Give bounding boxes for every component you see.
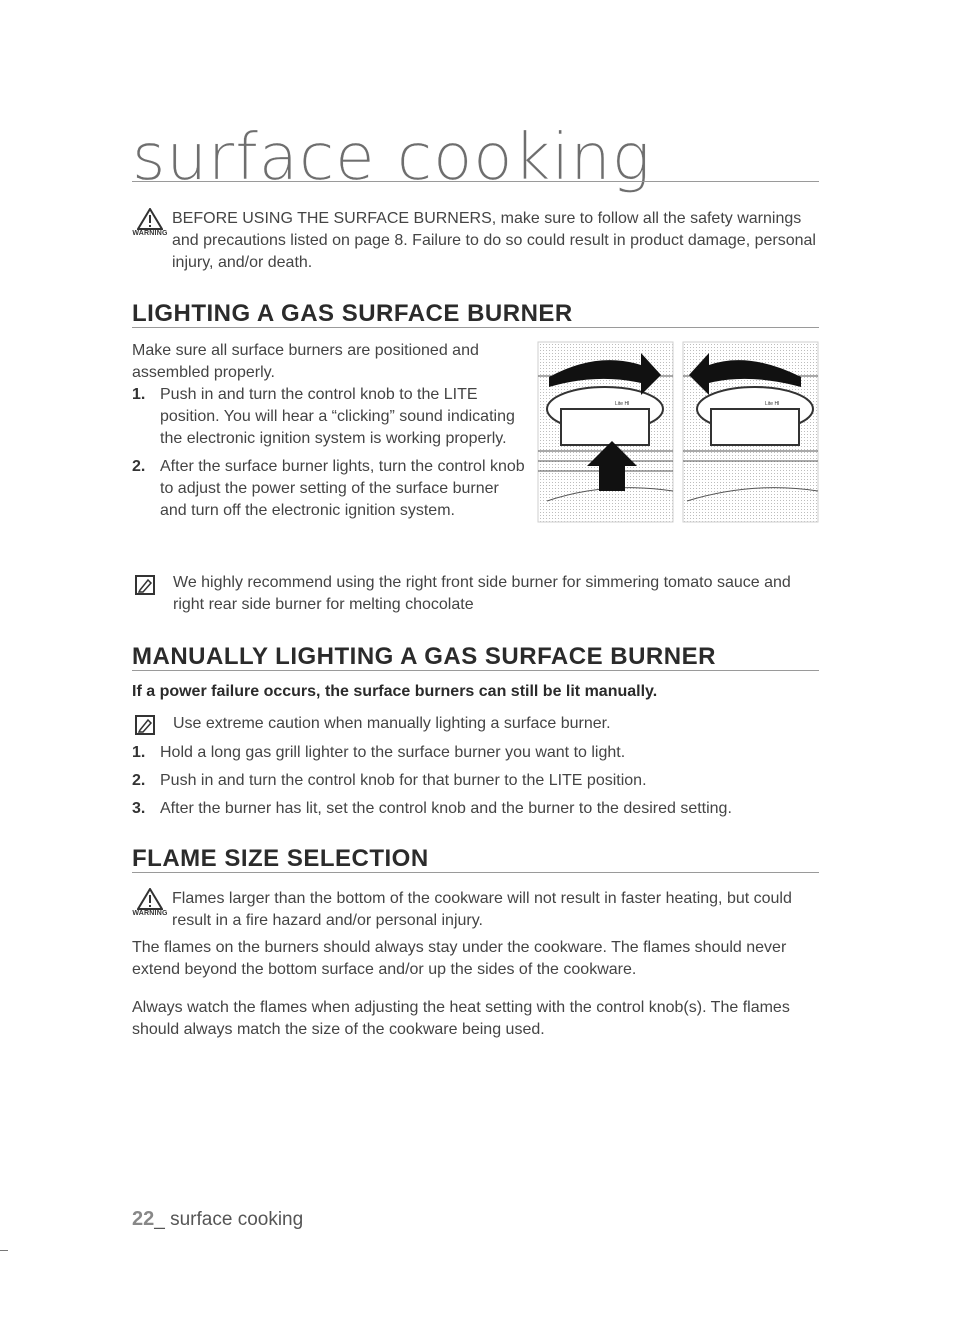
step-text: Push in and turn the control knob for that burner to the LITE position.	[160, 772, 647, 789]
footer-section-name: surface cooking	[164, 1209, 304, 1230]
lighting-text-block	[132, 340, 527, 522]
list-item	[132, 456, 527, 522]
note-pencil-icon	[134, 714, 156, 741]
warning-label: WARNING	[132, 910, 168, 917]
step-text: After the burner has lit, set the control knob and the burner to the desired setting.	[160, 800, 732, 817]
list-item	[132, 742, 822, 764]
step-text: After the surface burner lights, turn the control knob to adjust the power setting of the surface burner and turn off the electronic ignition system.	[160, 458, 525, 519]
lighting-intro: Make sure all surface burners are positioned and assembled properly.	[132, 342, 479, 381]
knob-right-panel	[683, 342, 818, 522]
warning-triangle-icon	[132, 888, 168, 917]
step-number: 1.	[132, 386, 146, 403]
intro-warning-body: BEFORE USING THE SURFACE BURNERS, make sure to follow all the safety warnings and precautions listed on page 8. Failure to do so could result in product damage, personal injury, and/or death.	[172, 210, 816, 271]
lighting-steps	[132, 384, 527, 522]
footer-separator: _	[154, 1209, 165, 1230]
flame-paragraph-2: Always watch the flames when adjusting the heat setting with the control knob(s). The flames should always match the size of the cookware being used.	[132, 999, 790, 1038]
step-number: 3.	[132, 800, 146, 817]
margin-tick	[0, 1250, 8, 1251]
section-heading-manual: MANUALLY LIGHTING A GAS SURFACE BURNER	[132, 643, 716, 670]
manual-steps	[132, 742, 822, 820]
knob-left-panel	[538, 342, 673, 522]
section-rule	[132, 670, 819, 671]
lighting-note-text: We highly recommend using the right front side burner for simmering tomato sauce and right rear side burner for melting chocolate	[173, 574, 791, 613]
title-rule	[132, 181, 819, 182]
section-heading-lighting: LIGHTING A GAS SURFACE BURNER	[132, 300, 573, 327]
page-number: 22	[132, 1208, 155, 1230]
section-rule	[132, 327, 819, 328]
intro-warning-text	[172, 208, 822, 274]
warning-triangle-icon	[132, 208, 168, 237]
section-rule	[132, 872, 819, 873]
list-item	[132, 384, 527, 450]
step-text: Push in and turn the control knob to the LITE position. You will hear a “clicking” sound indicating the electronic ignition system is working properly.	[160, 386, 515, 447]
page-title: surface cooking	[132, 121, 652, 195]
page-footer	[132, 1208, 303, 1231]
flame-paragraph-1: The flames on the burners should always stay under the cookware. The flames should never extend beyond the bottom surface and/or up the sides of the cookware.	[132, 939, 787, 978]
note-pencil-icon	[134, 574, 156, 601]
section-heading-flame: FLAME SIZE SELECTION	[132, 845, 429, 872]
manual-bold-line: If a power failure occurs, the surface burners can still be lit manually.	[132, 683, 658, 700]
knob-right-label: Lite HI	[765, 401, 780, 407]
warning-label: WARNING	[132, 230, 168, 237]
list-item	[132, 770, 822, 792]
step-number: 1.	[132, 744, 146, 761]
burner-knob-figure	[537, 341, 819, 523]
step-number: 2.	[132, 772, 146, 789]
step-text: Hold a long gas grill lighter to the surface burner you want to light.	[160, 744, 626, 761]
list-item	[132, 798, 822, 820]
knob-left-label: Lite HI	[615, 401, 630, 407]
flame-warning-text: Flames larger than the bottom of the cookware will not result in faster heating, but could result in a fire hazard and/or personal injury.	[172, 890, 792, 929]
manual-note-text: Use extreme caution when manually lighting a surface burner.	[173, 715, 611, 732]
step-number: 2.	[132, 458, 146, 475]
